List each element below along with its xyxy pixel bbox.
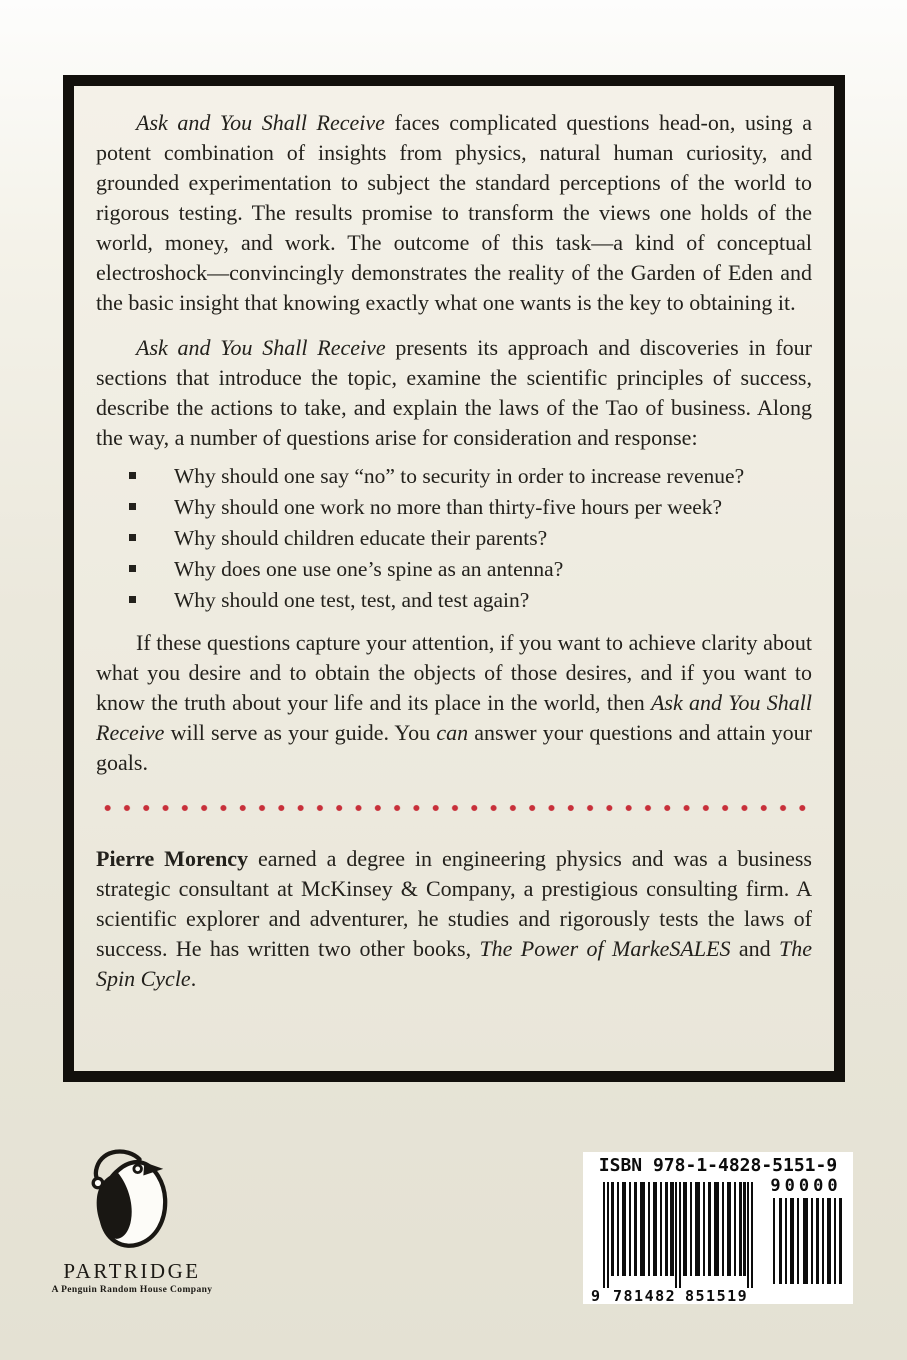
question-item [96,585,812,616]
bullet-square-icon [129,596,136,603]
bullet-square-icon [129,472,136,479]
question-item [96,554,812,585]
questions-list [96,461,812,616]
question-text: Why should one work no more than thirty-five hours per week? [174,495,723,519]
question-item [96,523,812,554]
isbn-barcode-block [583,1152,853,1304]
question-text: Why should one say “no” to security in order to increase revenue? [174,464,745,488]
bullet-square-icon [129,565,136,572]
barcode-digits-group2: 851519 [685,1287,749,1304]
publisher-name: PARTRIDGE [63,1259,201,1283]
question-text: Why should one test, test, and test again? [174,588,530,612]
barcode-digits-group1: 781482 [613,1287,677,1304]
author-bio: Pierre Morency earned a degree in engineering physics and was a business strategic consultant at McKinsey & Company, a prestigious consulting firm. A scientific explorer and adventurer, he studies and rigorously tests the laws of success. He has written two other books, The Power of MarkeSALES and The Spin Cycle. [96,846,812,991]
bullet-square-icon [129,503,136,510]
synopsis-paragraph-3: If these questions capture your attention, if you want to achieve clarity about what you desire and to obtain the objects of those desires, and if you want to know the truth about your life and its place in the world, then Ask and You Shall Receive will serve as your guide. You can answer your questions and attain your goals. [96,630,812,775]
question-item [96,492,812,523]
synopsis-paragraph-1: Ask and You Shall Receive faces complicated questions head-on, using a potent combination of insights from physics, natural human curiosity, and grounded experimentation to subject the standard perceptions of the world to rigorous testing. The results promise to transform the views one holds of the world, money, and work. The outcome of this task—a kind of conceptual electroshock—convincingly demonstrates the reality of the Garden of Eden and the basic insight that knowing exactly what one wants is the key to obtaining it. [96,110,812,315]
isbn-label: ISBN 978-1-4828-5151-9 [598,1155,838,1176]
synopsis-paragraph-2: Ask and You Shall Receive presents its approach and discoveries in four sections that introduce the topic, examine the scientific principles of success, describe the actions to take, and explain the laws of the Tao of business. Along the way, a number of questions arise for consideration and response: [96,335,812,450]
question-item [96,461,812,492]
ean13-barcode [591,1182,767,1304]
publisher-logo-block [40,1148,224,1295]
question-text: Why should children educate their parents? [174,526,548,550]
bullet-square-icon [129,534,136,541]
publisher-tagline: A Penguin Random House Company [51,1285,213,1295]
ean5-addon-barcode [771,1198,845,1284]
red-dotted-divider [96,804,812,812]
partridge-bird-icon [88,1148,176,1254]
price-code: 90000 [770,1176,842,1196]
question-text: Why does one use one’s spine as an antenna? [174,557,564,581]
synopsis-panel [63,75,845,1082]
barcode-lead-digit: 9 [591,1287,601,1304]
